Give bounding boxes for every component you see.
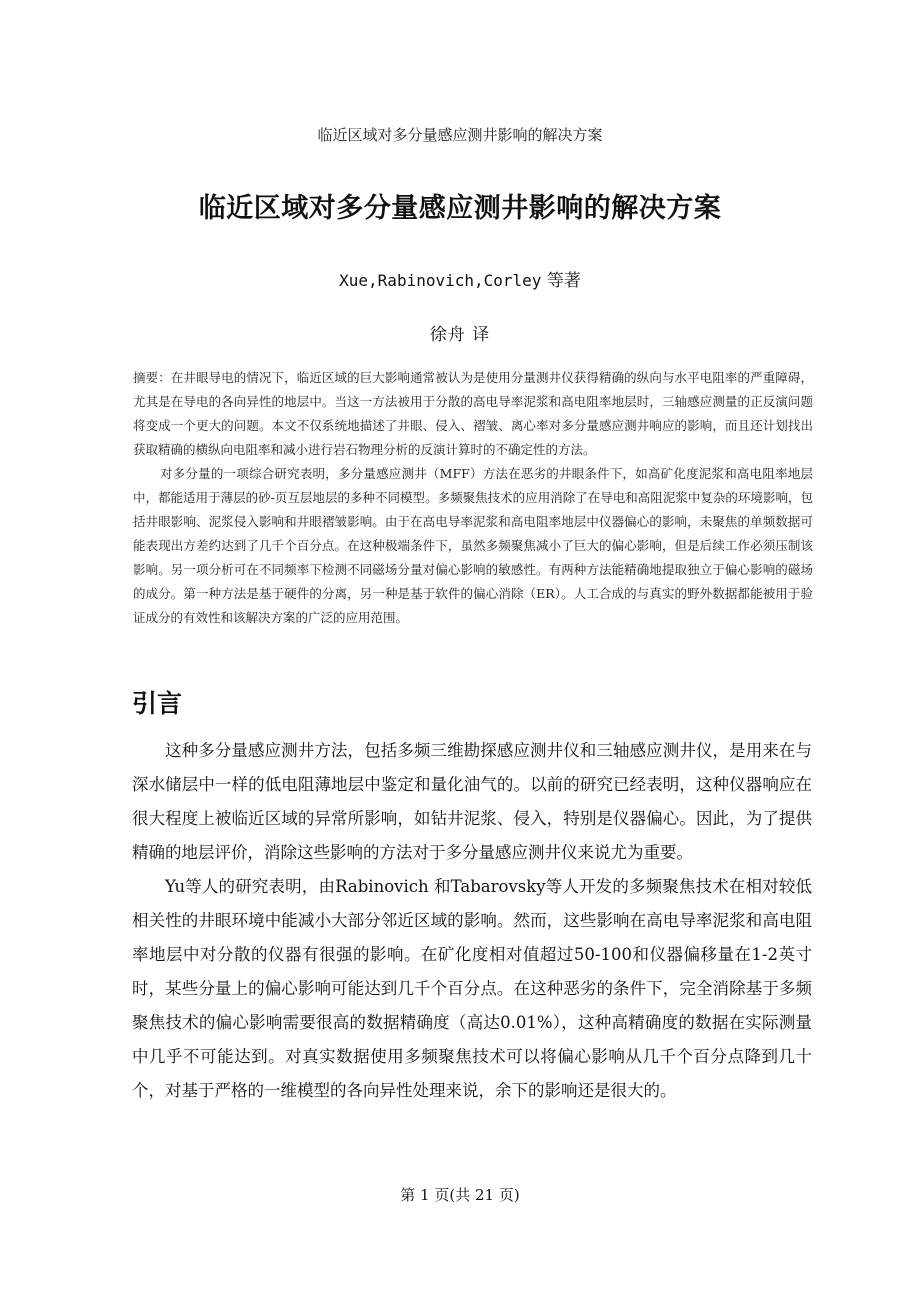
running-header: 临近区域对多分量感应测井影响的解决方案 bbox=[317, 126, 603, 144]
author-names: Xue,Rabinovich,Corley bbox=[339, 271, 542, 290]
author-line bbox=[0, 266, 920, 291]
document-title: 临近区域对多分量感应测井影响的解决方案 bbox=[198, 193, 722, 224]
abstract-paragraph: 对多分量的一项综合研究表明，多分量感应测井（MFF）方法在恶劣的井眼条件下，如高矿化度泥浆和高电阻率地层中，都能适用于薄层的砂-页互层地层的多种不同模型。多频聚焦技术的应用消除了在导电和高阻泥浆中复杂的环境影响，包括井眼影响、泥浆侵入影响和井眼褶皱影响。由于在高电导率泥浆和高电阻率地层中仪器偏心的影响，未聚焦的单频数据可能表现出方差约达到了几千个百分点。在这种极端条件下，虽然多频聚焦减小了巨大的偏心影响，但是后续工作必须压制该影响。另一项分析可在不同频率下检测不同磁场分量对偏心影响的敏感性。有两种方法能精确地提取独立于偏心影响的磁场的成分。第一种方法是基于硬件的分离，另一种是基于软件的偏心消除（ER）。人工合成的与真实的野外数据都能被用于验证成分的有效性和该解决方案的广泛的应用范围。 bbox=[133, 466, 813, 625]
body-paragraph: 这种多分量感应测井方法，包括多频三维勘探感应测井仪和三轴感应测井仪，是用来在与深水储层中一样的低电阻薄地层中鉴定和量化油气的。以前的研究已经表明，这种仪器响应在很大程度上被临近区域的异常所影响，如钻井泥浆、侵入，特别是仪器偏心。因此，为了提供精确的地层评价，消除这些影响的方法对于多分量感应测井仪来说尤为重要。 bbox=[132, 741, 812, 862]
page-footer: 第 1 页(共 21 页) bbox=[400, 1186, 520, 1204]
abstract bbox=[133, 366, 813, 630]
section-body bbox=[132, 734, 812, 1108]
translator-line: 徐舟 译 bbox=[429, 325, 491, 345]
abstract-paragraph: 摘要：在井眼导电的情况下，临近区域的巨大影响通常被认为是使用分量测井仪获得精确的纵向与水平电阻率的严重障碍，尤其是在导电的各向异性的地层中。当这一方法被用于分散的高电导率泥浆和高电阻率地层时，三轴感应测量的正反演问题将变成一个更大的问题。本文不仅系统地描述了井眼、侵入、褶皱、离心率对多分量感应测井响应的影响，而且还计划找出获取精确的横纵向电阻率和减小进行岩石物理分析的反演计算时的不确定性的方法。 bbox=[133, 370, 813, 457]
section-heading: 引言 bbox=[132, 689, 183, 718]
body-paragraph: Yu等人的研究表明，由Rabinovich 和Tabarovsky等人开发的多频聚焦技术在相对较低相关性的井眼环境中能减小大部分邻近区域的影响。然而，这些影响在高电导率泥浆和高电阻率地层中对分散的仪器有很强的影响。在矿化度相对值超过50-100和仪器偏移量在1-2英寸时，某些分量上的偏心影响可能达到几千个百分点。在这种恶劣的条件下，完全消除基于多频聚焦技术的偏心影响需要很高的数据精确度（高达0.01%），这种高精确度的数据在实际测量中几乎不可能达到。对真实数据使用多频聚焦技术可以将偏心影响从几千个百分点降到几十个，对基于严格的一维模型的各向异性处理来说，余下的影响还是很大的。 bbox=[132, 877, 812, 1100]
author-suffix: 等著 bbox=[546, 271, 581, 291]
